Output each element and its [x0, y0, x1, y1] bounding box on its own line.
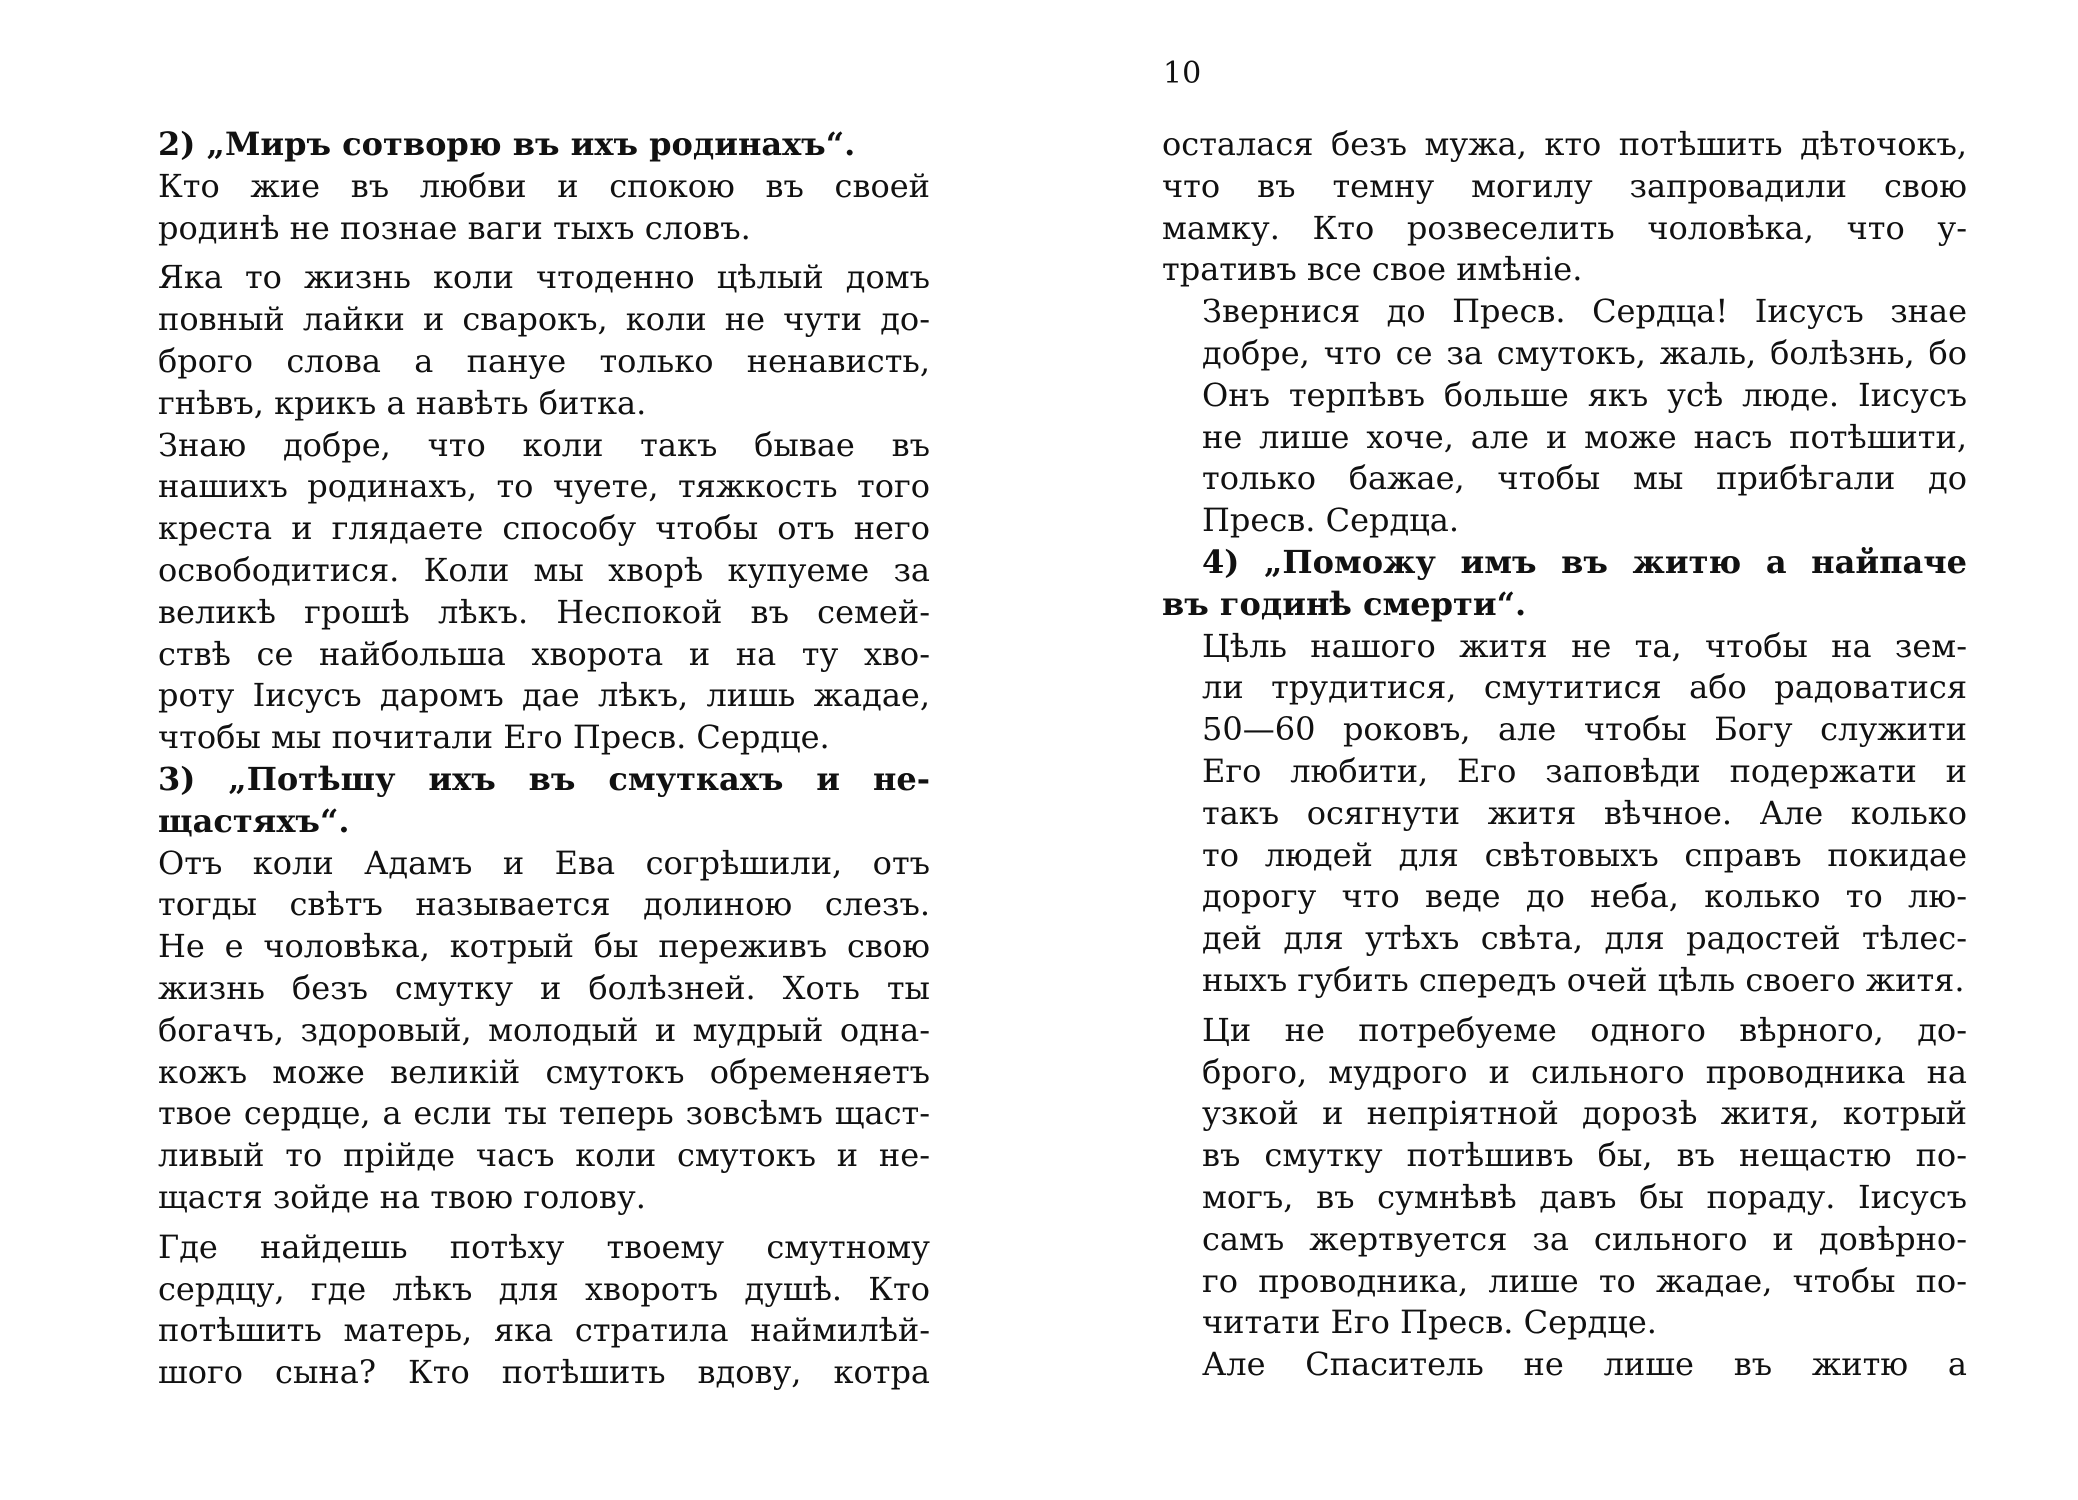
text-line: узкой и непріятной дорозѣ житя, котрый: [1202, 1094, 1967, 1133]
text-line: повный лайки и сварокъ, коли не чути до-: [158, 300, 930, 339]
text-line: Его любити, Его заповѣди подержати и: [1202, 751, 1967, 790]
text-line: твое сердце, а если ты теперь зовсѣмъ щаст-: [158, 1094, 930, 1133]
text-line: щастя зойде на твою голову.: [158, 1177, 646, 1216]
text-line: Але Спаситель не лише въ житю а: [1202, 1345, 1967, 1384]
text-line: Где найдешь потѣху твоему смутному: [158, 1227, 930, 1266]
text-line: брого слова а пануе только ненависть,: [158, 341, 930, 380]
left-paragraph-5: [118, 843, 930, 1219]
text-line: великѣ грошѣ лѣкъ. Неспокой въ семей-: [158, 592, 930, 631]
text-line: самъ жертвуется за сильного и довѣрно-: [1202, 1219, 1967, 1258]
text-line: го проводника, лише то жадае, чтобы по-: [1202, 1261, 1967, 1300]
text-line: въ годинѣ смерти“.: [1162, 584, 1527, 623]
text-line: что въ темну могилу запровадили свою: [1162, 166, 1967, 205]
right-paragraph-0: [1162, 124, 1967, 291]
text-line: ли трудитися, смутитися або радоватися: [1202, 668, 1967, 707]
text-line: тогды свѣтъ называется долиною слезъ.: [158, 885, 930, 924]
text-line: въ смутку потѣшивъ бы, въ нещастю по-: [1202, 1136, 1967, 1175]
text-line: осталася безъ мужа, кто потѣшить дѣточокъ,: [1162, 125, 1967, 163]
right-paragraph-3: [1162, 626, 1967, 1002]
text-line: не лише хоче, але и може насъ потѣшити,: [1202, 417, 1967, 456]
text-line: потѣшить матерь, яка стратила наймилѣй-: [158, 1311, 930, 1350]
text-line: кожъ може великій смутокъ обременяетъ: [158, 1052, 930, 1091]
text-line: Цѣль нашого житя не та, чтобы на зем-: [1202, 626, 1967, 665]
text-line: дорогу что веде до неба, колько то лю-: [1202, 877, 1967, 916]
text-line: Звернися до Пресв. Сердца! Іисусъ знае: [1202, 292, 1967, 331]
text-line: только бажае, чтобы мы прибѣгали до: [1202, 459, 1967, 498]
text-line: Пресв. Сердца.: [1202, 501, 1460, 540]
left-paragraph-3: [118, 425, 930, 759]
text-line: богачъ, здоровый, молодый и мудрый одна-: [158, 1010, 930, 1049]
text-line: креста и глядаете способу чтобы отъ него: [158, 509, 930, 548]
text-line: Онъ терпѣвъ больше якъ усѣ люде. Іисусъ: [1202, 375, 1967, 414]
text-line: роту Іисусъ даромъ дае лѣкъ, лишь жадае,: [158, 676, 930, 715]
text-line: Не е чоловѣка, котрый бы переживъ свою: [158, 927, 930, 966]
text-line: гнѣвъ, крикъ а навѣть битка.: [158, 383, 647, 422]
text-line: Яка то жизнь коли чтоденно цѣлый домъ: [158, 258, 930, 297]
text-line: щастяхъ“.: [158, 801, 350, 840]
text-line: жизнь безъ смутку и болѣзней. Хоть ты: [158, 968, 930, 1007]
text-line: ныхъ губить спередъ очей цѣль своего житя.: [1202, 960, 1965, 999]
text-line: читати Его Пресв. Сердце.: [1202, 1303, 1657, 1342]
text-line: освободитися. Коли мы хворѣ купуеме за: [158, 550, 930, 589]
text-line: нашихъ родинахъ, то чуете, тяжкость того: [158, 467, 930, 506]
text-line: дей для утѣхъ свѣта, для радостей тѣлес-: [1202, 919, 1967, 958]
text-line: чтобы мы почитали Его Пресв. Сердце.: [158, 718, 830, 757]
text-line: сердцу, где лѣкъ для хворотъ душѣ. Кто: [158, 1269, 930, 1308]
right-page: [1162, 124, 1967, 1386]
right-paragraph-5: [1162, 1344, 1967, 1386]
text-line: шого сына? Кто потѣшить вдову, котра: [158, 1353, 930, 1392]
left-paragraph-6: [118, 1227, 930, 1394]
left-heading-2: [118, 124, 930, 166]
text-line: Знаю добре, что коли такъ бывае въ: [158, 425, 930, 464]
text-line: ливый то прійде часъ коли смутокъ и не-: [158, 1136, 930, 1175]
text-line: могъ, въ сумнѣвѣ давъ бы пораду. Іисусъ: [1202, 1177, 1967, 1216]
left-page: [118, 124, 930, 1394]
text-line: 50—60 роковъ, але чтобы Богу служити: [1202, 710, 1967, 749]
page-number: 10: [1163, 56, 1202, 91]
text-line: тративъ все свое имѣніе.: [1162, 250, 1583, 289]
text-line: ствѣ се найбольша хворота и на ту хво-: [158, 634, 930, 673]
text-line: то людей для свѣтовыхъ справъ покидае: [1202, 835, 1967, 874]
left-paragraph-1: [118, 166, 930, 250]
left-paragraph-2: [118, 257, 930, 424]
text-line: 4) „Поможу имъ въ житю а найпаче: [1202, 542, 1967, 581]
text-line: добре, что се за смутокъ, жаль, болѣзнь, бо: [1202, 333, 1967, 372]
left-heading-3: [118, 759, 930, 843]
text-line: Кто жие въ любви и спокою въ своей: [158, 166, 930, 205]
right-heading-4: [1162, 542, 1967, 626]
text-line: брого, мудрого и сильного проводника на: [1202, 1052, 1967, 1091]
text-line: Ци не потребуеме одного вѣрного, до-: [1202, 1010, 1967, 1049]
text-line: родинѣ не познае ваги тыхъ словъ.: [158, 208, 751, 247]
right-paragraph-1: [1162, 291, 1967, 542]
text-line: 3) „Потѣшу ихъ въ смуткахъ и не-: [158, 759, 930, 798]
right-paragraph-4: [1162, 1010, 1967, 1344]
text-line: мамку. Кто розвеселить чоловѣка, что у-: [1162, 208, 1967, 247]
text-line: 2) „Миръ сотворю въ ихъ родинахъ“.: [158, 125, 856, 163]
text-line: такъ осягнути житя вѣчное. Але колько: [1202, 793, 1967, 832]
text-line: Отъ коли Адамъ и Ева согрѣшили, отъ: [158, 843, 930, 882]
